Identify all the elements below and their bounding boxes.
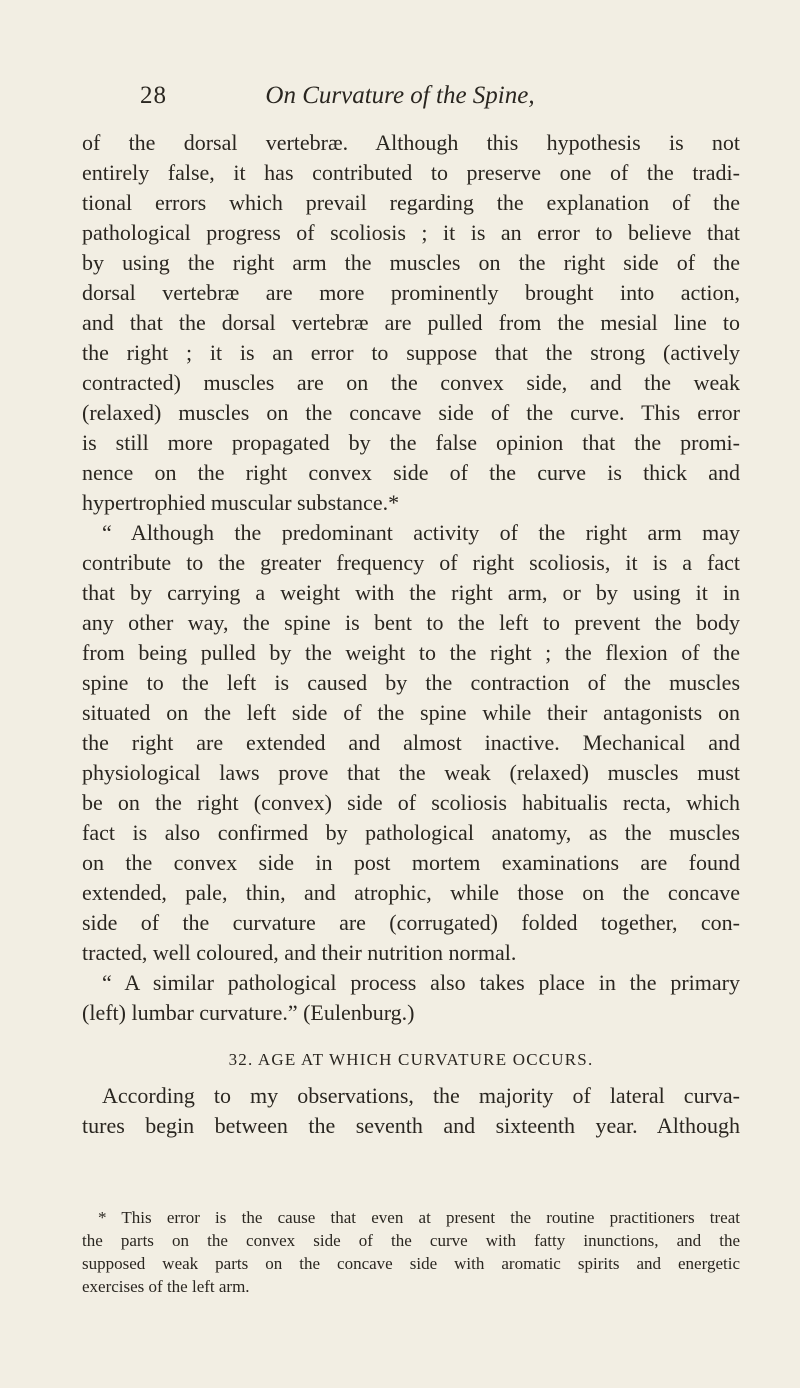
- text-line: be on the right (convex) side of scoliosis habitualis recta, which: [82, 790, 740, 815]
- text-line: any other way, the spine is bent to the left to prevent the body: [82, 610, 740, 635]
- text-line: and that the dorsal vertebræ are pulled from the mesial line to: [82, 310, 740, 335]
- text-line: pathological progress of scoliosis ; it is an error to believe that: [82, 220, 740, 245]
- text-line: the right ; it is an error to suppose that the strong (actively: [82, 340, 740, 365]
- text-line: entirely false, it has contributed to preserve one of the tradi-: [82, 160, 740, 185]
- text-line: (relaxed) muscles on the concave side of the curve. This error: [82, 400, 740, 425]
- text-line: fact is also confirmed by pathological anatomy, as the muscles: [82, 820, 740, 845]
- text-line: nence on the right convex side of the curve is thick and: [82, 460, 740, 485]
- text-line: that by carrying a weight with the right arm, or by using it in: [82, 580, 740, 605]
- footnote-line: * This error is the cause that even at present the routine practitioners treat: [98, 1208, 740, 1227]
- text-line: hypertrophied muscular substance.*: [82, 490, 400, 515]
- text-line: contribute to the greater frequency of right scoliosis, it is a fact: [82, 550, 740, 575]
- text-line: spine to the left is caused by the contraction of the muscles: [82, 670, 740, 695]
- section-heading: 32. AGE AT WHICH CURVATURE OCCURS.: [228, 1050, 594, 1069]
- text-line: extended, pale, thin, and atrophic, while those on the concave: [82, 880, 740, 905]
- page-header: [0, 82, 800, 116]
- text-line: by using the right arm the muscles on the right side of the: [82, 250, 740, 275]
- text-line: (left) lumbar curvature.” (Eulenburg.): [82, 1000, 415, 1025]
- text-line: from being pulled by the weight to the right ; the flexion of the: [82, 640, 740, 665]
- footnote-line: supposed weak parts on the concave side with aromatic spirits and energetic: [82, 1254, 740, 1273]
- text-line: side of the curvature are (corrugated) folded together, con-: [82, 910, 740, 935]
- text-line: on the convex side in post mortem examinations are found: [82, 850, 740, 875]
- running-title: On Curvature of the Spine,: [265, 82, 535, 109]
- text-line: situated on the left side of the spine while their antagonists on: [82, 700, 740, 725]
- text-line: According to my observations, the majority of lateral curva-: [102, 1083, 740, 1108]
- footnote-line: the parts on the convex side of the curve with fatty inunctions, and the: [82, 1231, 740, 1250]
- footnote: [82, 1206, 740, 1298]
- text-line: tional errors which prevail regarding the explanation of the: [82, 190, 740, 215]
- text-line: tures begin between the seventh and sixteenth year. Although: [82, 1113, 740, 1138]
- page-number: 28: [140, 82, 167, 109]
- footnote-line: exercises of the left arm.: [82, 1277, 250, 1296]
- text-line: is still more propagated by the false opinion that the promi-: [82, 430, 740, 455]
- text-line: contracted) muscles are on the convex side, and the weak: [82, 370, 740, 395]
- text-line: dorsal vertebræ are more prominently brought into action,: [82, 280, 740, 305]
- text-line: “ A similar pathological process also takes place in the primary: [102, 970, 740, 995]
- text-line: physiological laws prove that the weak (relaxed) muscles must: [82, 760, 740, 785]
- text-line: tracted, well coloured, and their nutrition normal.: [82, 940, 517, 965]
- text-line: “ Although the predominant activity of the right arm may: [102, 520, 740, 545]
- text-line: of the dorsal vertebræ. Although this hypothesis is not: [82, 130, 740, 155]
- main-text: [82, 128, 740, 1141]
- text-line: the right are extended and almost inactive. Mechanical and: [82, 730, 740, 755]
